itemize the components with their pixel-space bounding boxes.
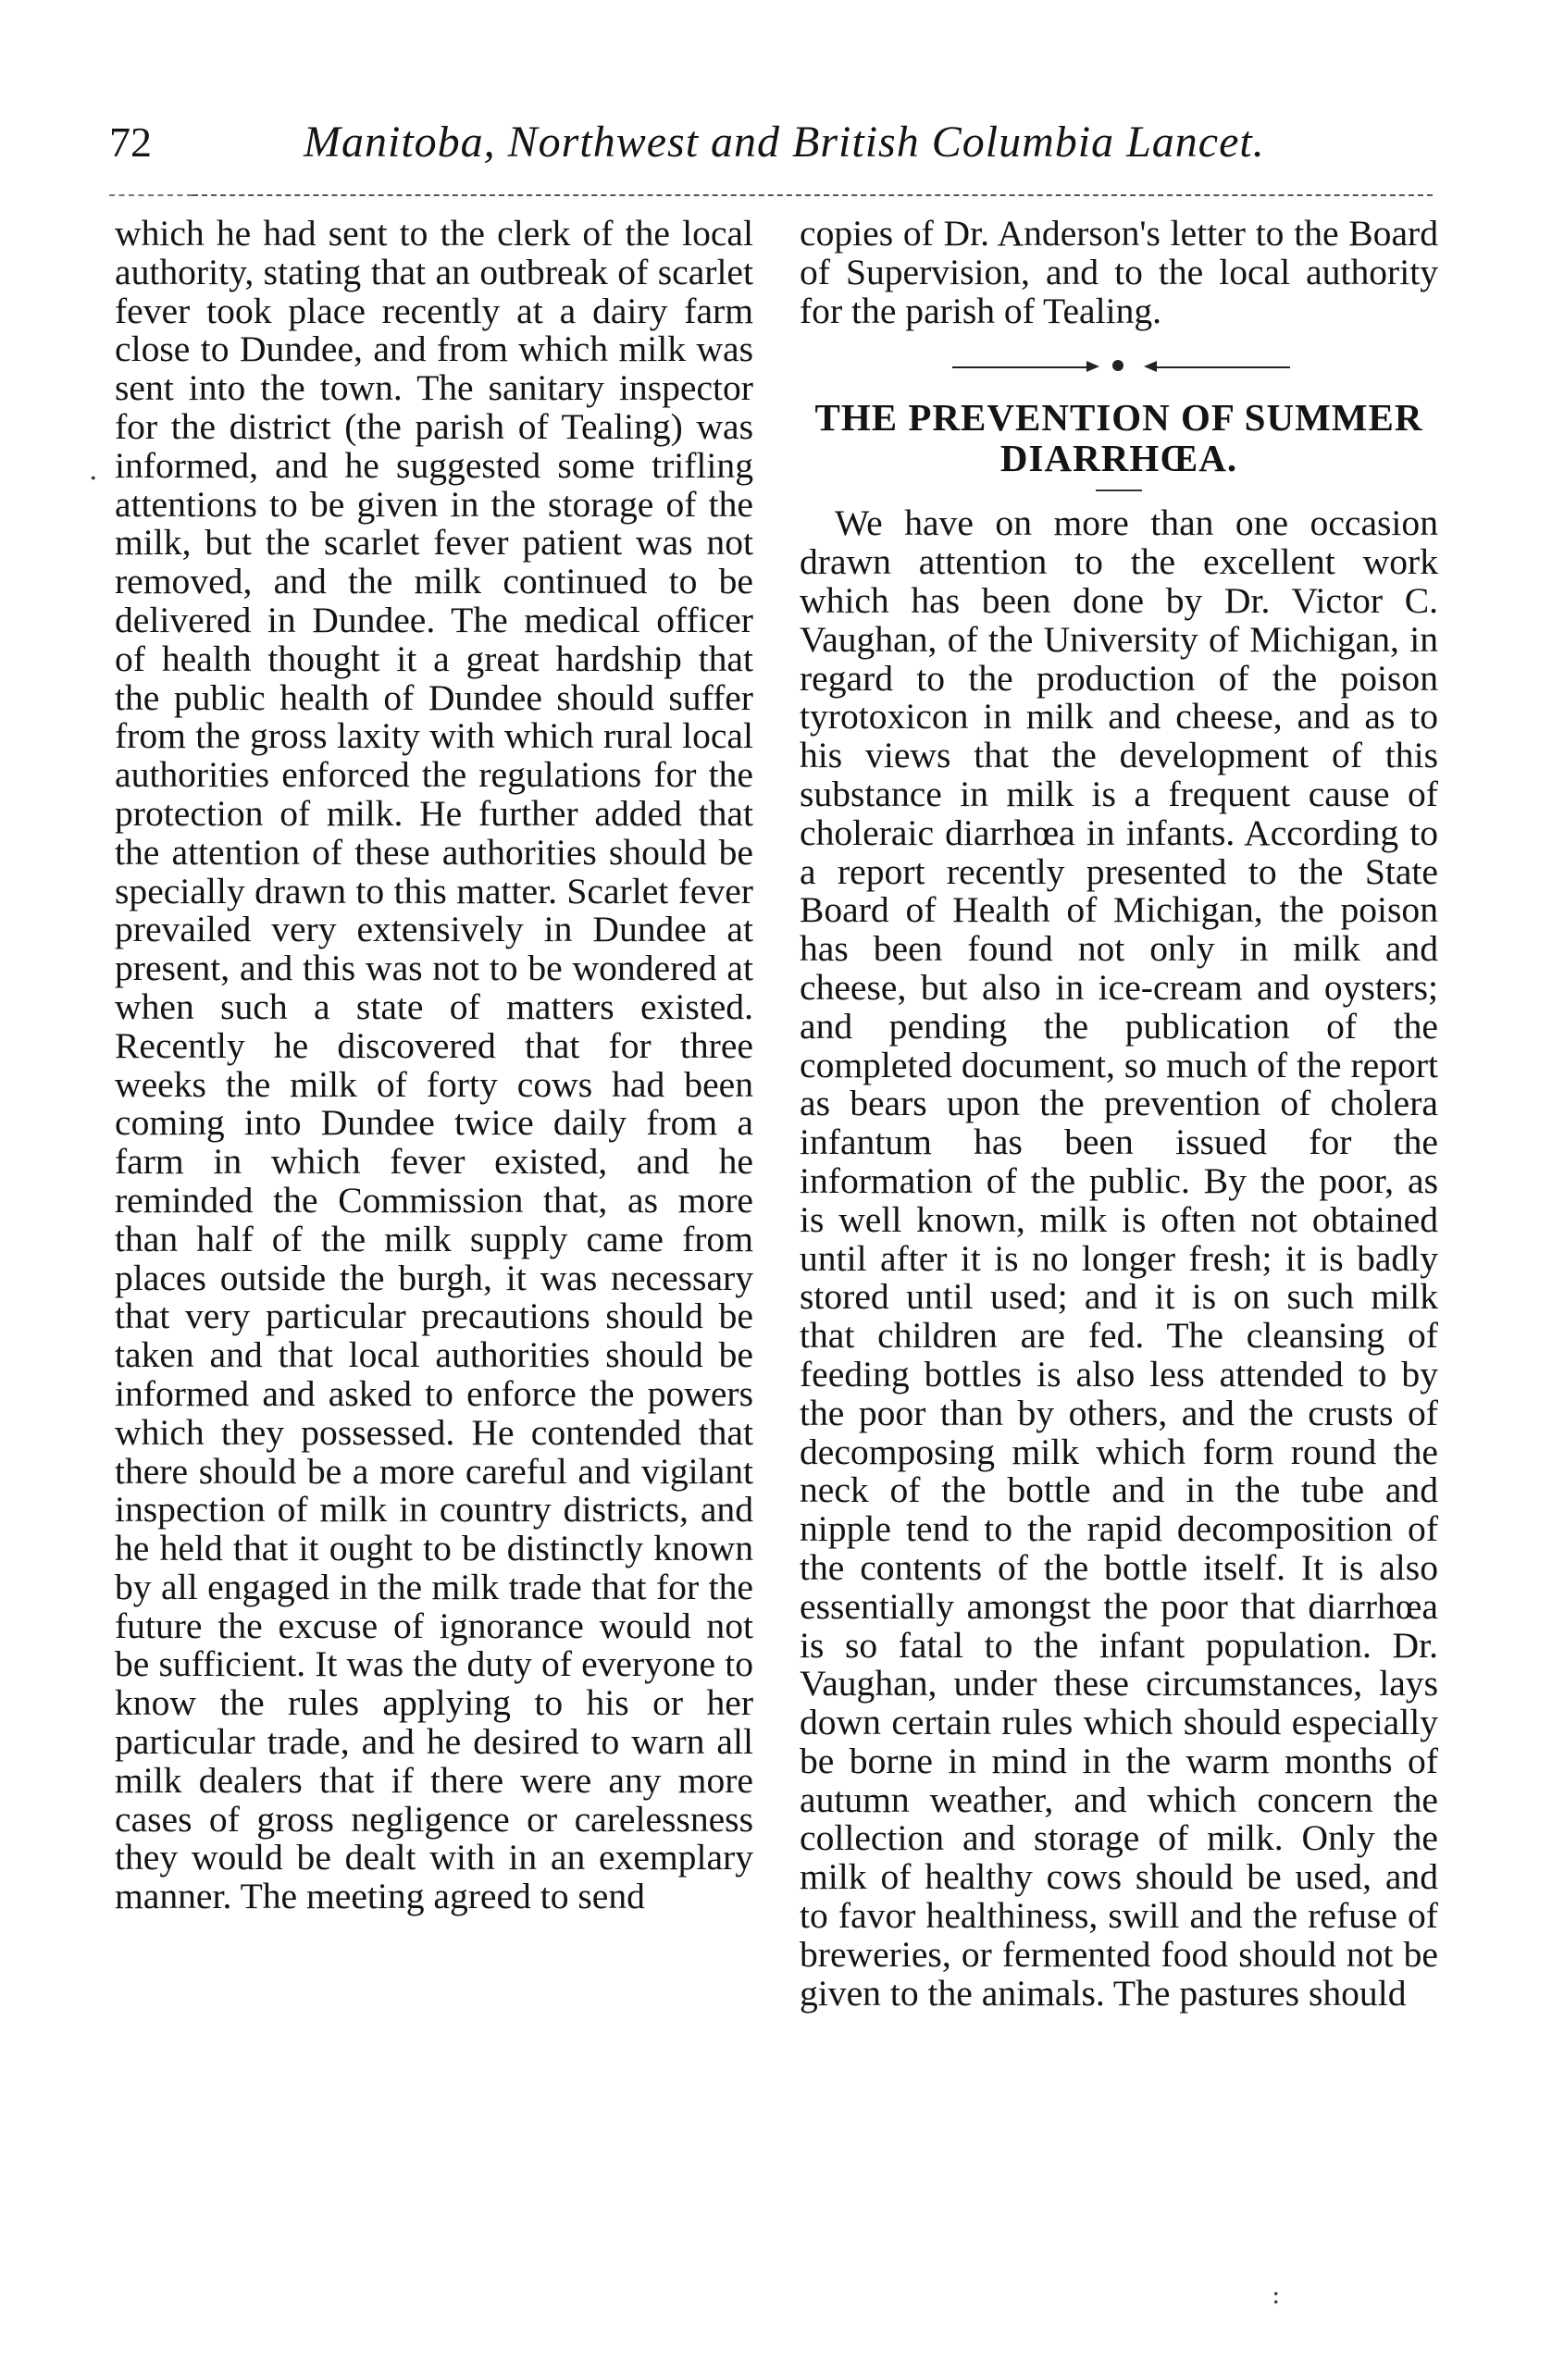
page-number: 72	[109, 118, 152, 166]
header-rule	[192, 194, 1433, 196]
footer-colon-mark: :	[1272, 2279, 1281, 2310]
running-head	[109, 118, 1442, 174]
section-divider-ornament	[800, 349, 1438, 386]
journal-title: Manitoba, Northwest and British Columbia Lancet.	[304, 118, 1265, 167]
left-column	[115, 215, 753, 1916]
article-title: THE PREVENTION OF SUMMER DIARRHŒA.	[814, 396, 1423, 480]
article-body: We have on more than one occasion drawn attention to the excellent work which has been done by Dr. Victor C. Vaughan, of the University of Michigan, in regard to the production of the poison tyrotoxicon in milk and cheese, and as to his views that the development of this substance in milk is a frequent cause of choleraic diarrhœa in infants. According to a report recently presented to the State Board of Health of Michigan, the poison has been found not only in milk and cheese, but also in ice-cream and oysters; and pending the publication of the completed document, so much of the report as bears upon the prevention of cholera infantum has been issued for the information of the public. By the poor, as is well known, milk is often not obtained until after it is no longer fresh; it is badly stored until used; and it is on such milk that children are fed. The cleansing of feeding bottles is also less attended to by the poor than by others, and the crusts of decomposing milk which form round the neck of the bottle and in the tube and nipple tend to the rapid decomposition of the contents of the bottle itself. It is also essentially amongst the poor that diarrhœa is so fatal to the infant population. Dr. Vaughan, under these circumstances, lays down certain rules which should especially be borne in mind in the warm months of autumn weather, and which concern the collection and storage of milk. Only the milk of healthy cows should be used, and to favor healthiness, swill and the refuse of breweries, or fermented food should not be given to the animals. The pastures should	[800, 502, 1438, 2014]
continuation-paragraph: copies of Dr. Anderson's letter to the Board of Supervision, and to the local authority for the parish of Tealing.	[800, 213, 1438, 331]
divider-line-right	[1151, 366, 1290, 368]
title-rule	[1096, 490, 1142, 491]
header-rule-left	[109, 194, 192, 196]
divider-dot-icon	[1112, 360, 1123, 371]
left-column-text: which he had sent to the clerk of the local authority, stating that an outbreak of scarlet fever took place recently at a dairy farm close to Dundee, and from which milk was sent into the town. The sanitary inspector for the district (the parish of Tealing) was informed, and he suggested some trifling attentions to be given in the storage of the milk, but the scarlet fever patient was not removed, and the milk continued to be delivered in Dundee. The medical officer of health thought it a great hardship that the public health of Dundee should suffer from the gross laxity with which rural local authorities enforced the regulations for the protection of milk. He further added that the attention of these authorities should be specially drawn to this matter. Scarlet fever prevailed very extensively in Dundee at present, and this was not to be wondered at when such a state of matters existed. Recently he discovered that for three weeks the milk of forty cows had been coming into Dundee twice daily from a farm in which fever existed, and he reminded the Commission that, as more than half of the milk supply came from places outside the burgh, it was necessary that very particular precautions should be taken and that local authorities should be informed and asked to enforce the powers which they possessed. He contended that there should be a more careful and vigilant inspection of milk in country districts, and he held that it ought to be distinctly known by all engaged in the milk trade that for the future the excuse of ignorance would not be sufficient. It was the duty of everyone to know the rules applying to his or her particular trade, and he desired to warn all milk dealers that if there were any more cases of gross negligence or carelessness they would be dealt with in an exemplary manner. The meeting agreed to send	[115, 213, 753, 1917]
divider-arrow-left-icon	[1086, 361, 1099, 372]
right-column	[800, 215, 1438, 2013]
divider-line-left	[952, 366, 1091, 368]
margin-dot-mark: ·	[89, 463, 98, 495]
